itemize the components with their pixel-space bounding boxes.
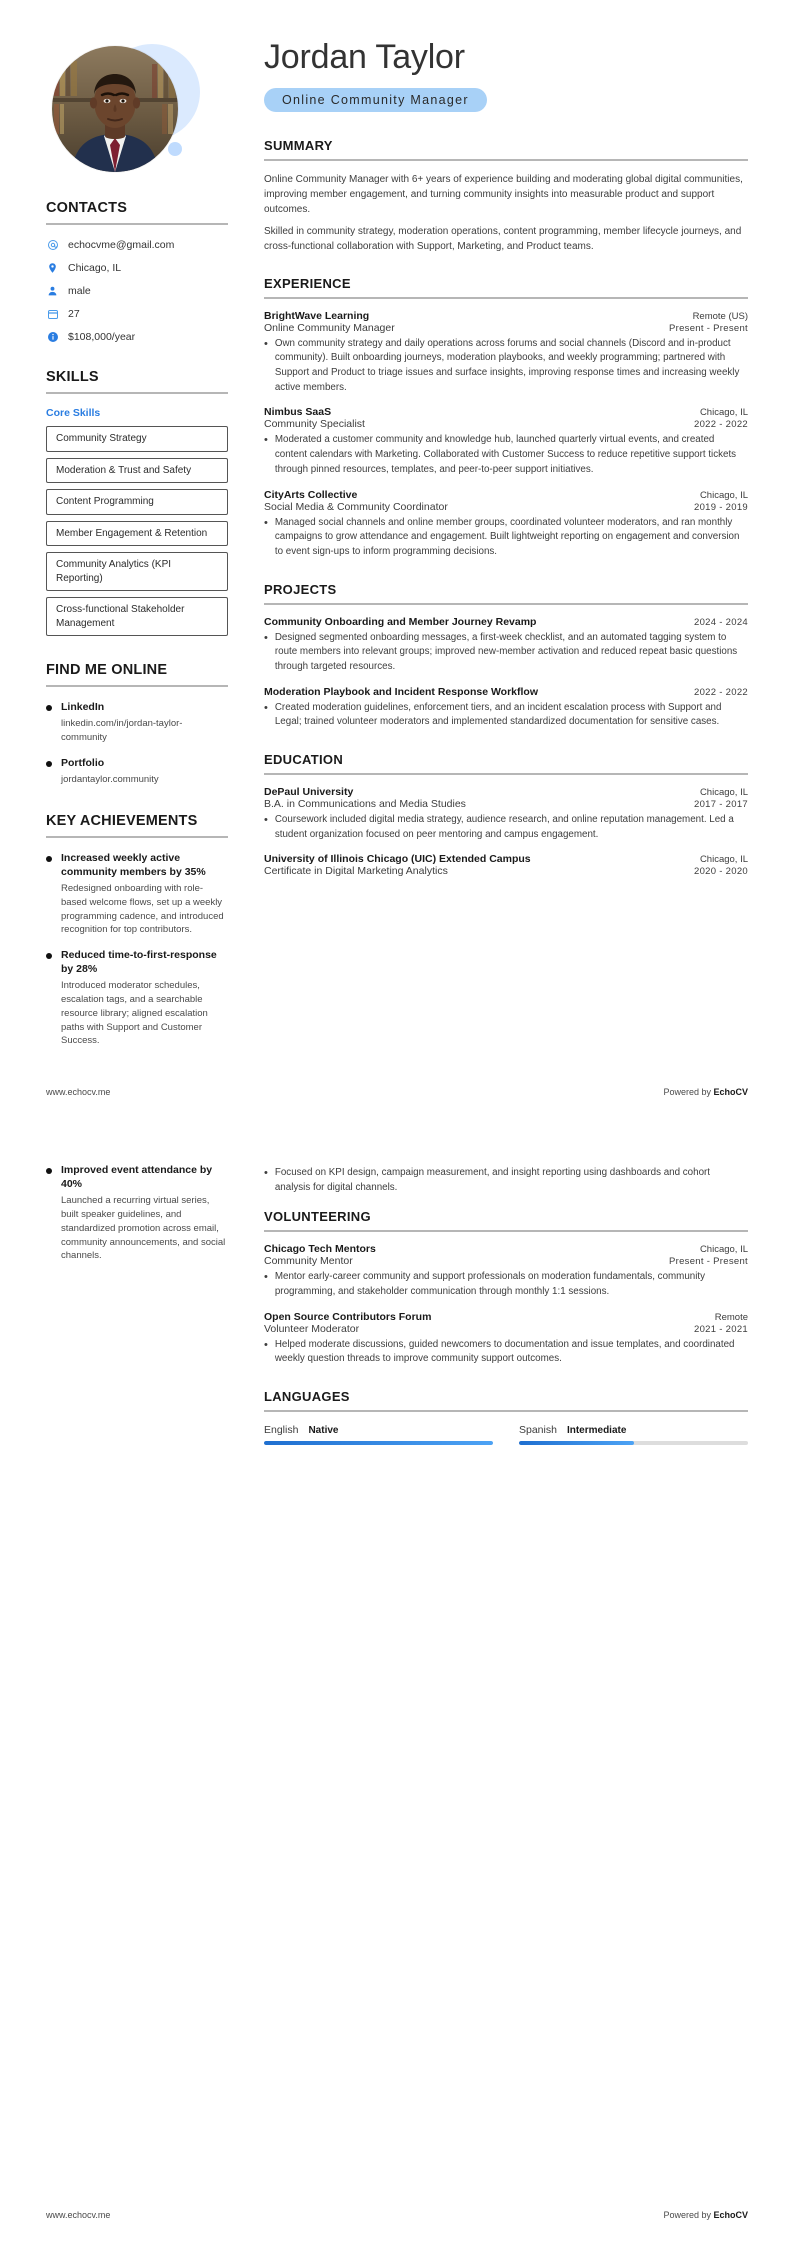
job-title-badge: Online Community Manager xyxy=(264,88,487,112)
education-entry xyxy=(264,786,748,842)
key-achievements-divider xyxy=(46,836,228,838)
location-pin-icon xyxy=(46,261,59,274)
school-location: Chicago, IL xyxy=(699,787,748,798)
bullet-dot-icon: • xyxy=(264,814,268,826)
contact-item-location[interactable] xyxy=(46,261,228,274)
main-column-continued xyxy=(246,1163,748,2246)
employer-location: Chicago, IL xyxy=(699,489,748,501)
employer-location: Remote (US) xyxy=(692,310,748,322)
decorative-circle-small xyxy=(168,142,182,156)
sidebar-column-continued xyxy=(46,1163,246,2246)
degree-name: B.A. in Communications and Media Studies xyxy=(264,798,466,810)
bullet-dot-icon xyxy=(46,1168,52,1174)
project-bullet-text: Designed segmented onboarding messages, a first-week checklist, and an automated tagging system to route members into relevant groups; improved new-member activation and reduced repeat basic questions through targeted resources. xyxy=(274,631,738,672)
projects-divider xyxy=(264,603,748,605)
footer-site-url[interactable]: www.echocv.me xyxy=(46,2210,111,2220)
find-me-online-heading: FIND ME ONLINE xyxy=(46,662,168,678)
sidebar-column xyxy=(46,40,246,1123)
achievement-description: Redesigned onboarding with role-based welcome flows, set up a weekly programming cadence, and introduced recognition for top contributors. xyxy=(61,882,224,936)
language-progress-fill xyxy=(264,1441,493,1445)
bullet-dot-icon: • xyxy=(264,434,268,447)
skills-section xyxy=(46,369,228,636)
footer-powered-prefix: Powered by xyxy=(663,2210,714,2220)
degree-dates: 2017 - 2017 xyxy=(693,799,748,810)
achievement-description: Introduced moderator schedules, escalation tags, and a searchable resource library; aligned escalation paths with Support and Customer Success. xyxy=(61,980,208,1047)
link-label: LinkedIn xyxy=(61,701,105,713)
volunteering-entry xyxy=(264,1311,748,1367)
project-bullet xyxy=(264,701,748,730)
job-dates: 2022 - 2022 xyxy=(693,419,748,431)
volunteering-bullet-text: Mentor early-career community and support professionals on moderation fundamentals, community programming, and stakeholder communication through monthly 1:1 sessions. xyxy=(274,1271,706,1298)
footer-brand-name: EchoCV xyxy=(713,1087,748,1097)
skill-chip: Community Strategy xyxy=(46,426,228,452)
list-item[interactable] xyxy=(46,700,228,745)
language-progress-track xyxy=(264,1441,493,1445)
volunteering-section xyxy=(264,1209,748,1367)
language-name: Spanish xyxy=(519,1424,557,1437)
education-entry xyxy=(264,853,748,877)
education-bullet-text: Coursework included digital media strategy, audience research, and online reputation management. Led a student organization focused on peer mentoring and campus engagement. xyxy=(274,814,734,840)
contact-value-age: 27 xyxy=(68,307,80,320)
language-progress-fill xyxy=(519,1441,634,1445)
contact-value-gender: male xyxy=(68,284,91,297)
list-item xyxy=(46,1163,228,1263)
job-role: Online Community Manager xyxy=(264,321,395,334)
contact-item-email[interactable] xyxy=(46,238,228,251)
bullet-dot-icon xyxy=(46,953,52,959)
link-label: Portfolio xyxy=(61,756,105,769)
skill-chip: Content Programming xyxy=(46,489,228,515)
project-dates: 2022 - 2022 xyxy=(693,686,748,698)
employer-name: BrightWave Learning xyxy=(264,309,370,322)
employer-name: Nimbus SaaS xyxy=(264,406,332,419)
degree-dates: 2020 - 2020 xyxy=(693,866,748,878)
footer-site-url[interactable]: www.echocv.me xyxy=(46,1087,111,1097)
education-entry-continued xyxy=(264,1166,748,1195)
project-entry xyxy=(264,616,748,675)
list-item xyxy=(46,851,228,937)
bullet-dot-icon: • xyxy=(264,1338,268,1351)
school-name: University of Illinois Chicago (UIC) Extended Campus xyxy=(264,853,531,866)
achievement-title: Increased weekly active community members by 35% xyxy=(61,851,206,878)
project-name: Moderation Playbook and Incident Response Workflow xyxy=(264,685,539,698)
page-title: Jordan Taylor xyxy=(264,38,465,76)
experience-divider xyxy=(264,297,748,299)
bullet-dot-icon: • xyxy=(264,1167,268,1179)
summary-section xyxy=(264,138,748,254)
contact-item-gender[interactable] xyxy=(46,284,228,297)
bullet-dot-icon: • xyxy=(264,701,268,714)
education-section xyxy=(264,752,748,877)
footer-powered-by xyxy=(663,2210,748,2220)
projects-heading: PROJECTS xyxy=(264,581,337,597)
volunteering-bullet xyxy=(264,1338,748,1367)
project-entry xyxy=(264,686,748,730)
contact-value-location: Chicago, IL xyxy=(68,261,122,274)
volunteer-role: Community Mentor xyxy=(264,1255,353,1268)
person-icon xyxy=(46,284,59,297)
key-achievements-section-continued xyxy=(46,1163,228,1263)
volunteer-dates: 2021 - 2021 xyxy=(693,1323,748,1335)
summary-heading: SUMMARY xyxy=(264,137,333,153)
languages-heading: LANGUAGES xyxy=(264,1389,350,1405)
bullet-dot-icon xyxy=(46,705,52,711)
project-dates: 2024 - 2024 xyxy=(693,616,748,628)
email-icon xyxy=(46,238,59,251)
find-me-online-divider xyxy=(46,685,228,687)
link-url: jordantaylor.community xyxy=(61,773,159,785)
organization-location: Chicago, IL xyxy=(699,1244,748,1256)
experience-bullet-text: Moderated a customer community and knowledge hub, launched quarterly virtual events, and created content calendars with Marketing. Collaborated with Customer Success to reduce repetitive support tickets through pinned resources, templates, and peer-to-peer support initiatives. xyxy=(274,434,737,475)
volunteer-dates: Present - Present xyxy=(668,1256,748,1268)
skills-heading: SKILLS xyxy=(46,369,99,385)
contacts-heading: CONTACTS xyxy=(46,200,128,216)
language-name: English xyxy=(264,1424,299,1437)
link-url: linkedin.com/in/jordan-taylor-community xyxy=(61,718,183,743)
achievement-description: Launched a recurring virtual series, built speaker guidelines, and standardized promotion across email, community announcements, and social channels. xyxy=(61,1195,226,1262)
contact-value-salary: $108,000/year xyxy=(68,330,136,343)
footer-powered-by xyxy=(663,1087,748,1097)
info-circle-icon xyxy=(46,330,59,343)
skill-chip: Member Engagement & Retention xyxy=(46,521,228,547)
volunteering-divider xyxy=(264,1230,748,1232)
calendar-icon xyxy=(46,307,59,320)
language-progress-track xyxy=(519,1441,748,1445)
experience-bullet xyxy=(264,433,748,477)
experience-bullet-text: Managed social channels and online member groups, coordinated volunteer moderators, and ran monthly campaigns to grow attendance and engagement. Built lightweight reporting on engagement and conversion to event sign-ups to inform programming decisions. xyxy=(274,516,740,557)
footer-powered-prefix: Powered by xyxy=(663,1087,714,1097)
education-divider xyxy=(264,773,748,775)
education-bullet xyxy=(264,1166,748,1195)
contacts-divider xyxy=(46,223,228,225)
volunteering-bullet xyxy=(264,1270,748,1299)
employer-name: CityArts Collective xyxy=(264,488,358,501)
organization-name: Chicago Tech Mentors xyxy=(264,1243,376,1256)
bullet-dot-icon: • xyxy=(264,1271,268,1284)
resume-page-2 xyxy=(0,1123,794,2246)
language-item xyxy=(519,1424,748,1445)
language-level: Intermediate xyxy=(566,1425,627,1437)
experience-bullet xyxy=(264,337,748,396)
volunteer-role: Volunteer Moderator xyxy=(264,1322,360,1335)
language-item xyxy=(264,1424,493,1445)
skill-chip: Community Analytics (KPI Reporting) xyxy=(46,552,228,591)
page-footer xyxy=(46,2210,748,2220)
bullet-dot-icon xyxy=(46,856,52,862)
volunteering-heading: VOLUNTEERING xyxy=(264,1209,371,1225)
summary-divider xyxy=(264,159,748,161)
experience-bullet-text: Own community strategy and daily operations across forums and social channels (Discord and in-product community). Built onboarding journeys, moderation playbooks, and weekly programming; partnered with Support and Product to triage issues and surface insights, improving response times and increasing weekly active members. xyxy=(274,337,740,393)
experience-entry xyxy=(264,310,748,396)
projects-section xyxy=(264,582,748,730)
main-column xyxy=(246,40,748,1123)
job-dates: Present - Present xyxy=(668,322,748,334)
achievement-title: Reduced time-to-first-response by 28% xyxy=(61,949,217,976)
page-footer xyxy=(46,1087,748,1097)
languages-section xyxy=(264,1389,748,1445)
skills-group-title: Core Skills xyxy=(46,407,101,419)
experience-entry xyxy=(264,489,748,560)
skill-chip: Cross-functional Stakeholder Management xyxy=(46,597,228,636)
job-role: Community Specialist xyxy=(264,418,365,431)
organization-location: Remote xyxy=(714,1311,748,1323)
school-location: Chicago, IL xyxy=(699,854,748,866)
bullet-dot-icon: • xyxy=(264,631,268,644)
summary-paragraph: Skilled in community strategy, moderation operations, content programming, member lifecycle journeys, and cross-functional collaboration with Support, Marketing, and Product teams. xyxy=(264,225,742,252)
list-item[interactable] xyxy=(46,756,228,787)
contacts-section xyxy=(46,200,228,343)
languages-divider xyxy=(264,1410,748,1412)
project-name: Community Onboarding and Member Journey Revamp xyxy=(264,615,537,628)
contact-item-age[interactable] xyxy=(46,307,228,320)
experience-bullet xyxy=(264,516,748,560)
project-bullet-text: Created moderation guidelines, enforcement tiers, and an incident escalation process with Support and Legal; trained volunteer moderators and implemented standardized documentation for sensitive cases. xyxy=(274,701,722,728)
job-role: Social Media & Community Coordinator xyxy=(264,500,448,513)
education-heading: EDUCATION xyxy=(264,752,344,767)
skills-divider xyxy=(46,392,228,394)
experience-heading: EXPERIENCE xyxy=(264,275,351,291)
experience-entry xyxy=(264,406,748,477)
key-achievements-heading: KEY ACHIEVEMENTS xyxy=(46,812,198,829)
list-item xyxy=(46,948,228,1048)
bullet-dot-icon: • xyxy=(264,337,268,350)
project-bullet xyxy=(264,631,748,675)
language-level: Native xyxy=(308,1425,339,1437)
key-achievements-section xyxy=(46,813,228,1049)
education-bullet-text: Focused on KPI design, campaign measurement, and insight reporting using dashboards and cohort analysis for digital channels. xyxy=(274,1167,710,1193)
education-bullet xyxy=(264,813,748,842)
skill-chip: Moderation & Trust and Safety xyxy=(46,458,228,484)
summary-paragraph: Online Community Manager with 6+ years of experience building and moderating global digital communities, improving member engagement, and turning community insights into measurable product and support outcomes. xyxy=(264,173,743,215)
bullet-dot-icon: • xyxy=(264,516,268,529)
volunteering-bullet-text: Helped moderate discussions, guided newcomers to documentation and issue templates, and coordinated weekly question threads to improve community support outcomes. xyxy=(274,1338,735,1365)
find-me-online-section xyxy=(46,662,228,787)
contact-value-email: echocvme@gmail.com xyxy=(68,238,175,251)
portrait-photo xyxy=(52,46,178,172)
employer-location: Chicago, IL xyxy=(699,407,748,419)
bullet-dot-icon xyxy=(46,761,52,767)
school-name: DePaul University xyxy=(264,786,354,798)
job-dates: 2019 - 2019 xyxy=(693,501,748,513)
degree-name: Certificate in Digital Marketing Analytics xyxy=(264,865,448,878)
organization-name: Open Source Contributors Forum xyxy=(264,1310,432,1323)
achievement-title: Improved event attendance by 40% xyxy=(61,1164,213,1191)
contact-item-salary[interactable] xyxy=(46,330,228,343)
experience-section xyxy=(264,276,748,560)
footer-brand-name: EchoCV xyxy=(713,2210,748,2220)
volunteering-entry xyxy=(264,1243,748,1299)
avatar xyxy=(52,40,212,178)
